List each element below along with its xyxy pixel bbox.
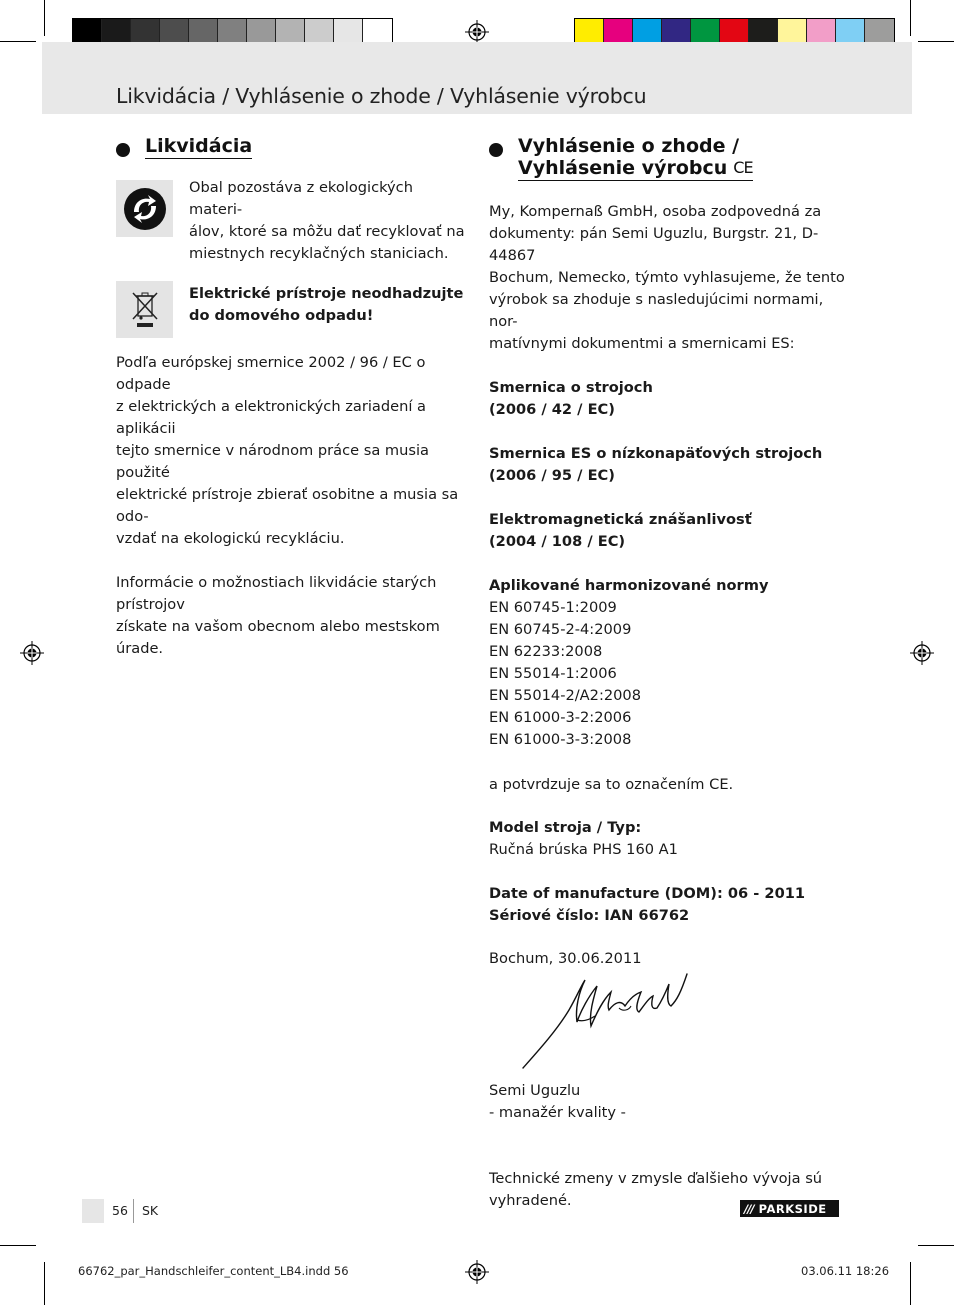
signatory (489, 1080, 849, 1124)
slug-filename: 66762_par_Handschleifer_content_LB4.indd 56 (78, 1264, 349, 1278)
declaration-heading (489, 135, 849, 181)
directive-paragraph: Podľa európskej smernice 2002 / 96 / EC o odpade z elektrických a elektronických zariadení a aplikácii tejto smernice v národnom práce sa musia použité elektrické prístroje zbierať osobitne a musia sa odo- vzdať na ekologickú recykláciu. (116, 354, 459, 547)
manufacture-block (489, 883, 849, 927)
page-number-box (82, 1199, 104, 1223)
disposal-section (116, 130, 468, 660)
serial-line: Sériové číslo: IAN 66762 (489, 907, 690, 924)
recycle-icon (122, 186, 168, 232)
bullet-icon (489, 143, 503, 157)
ce-mark-icon: CE (733, 158, 753, 177)
disposal-title: Likvidácia (145, 135, 253, 157)
packaging-note (116, 180, 468, 265)
model-heading: Model stroja / Typ: (489, 819, 642, 836)
declaration-title-line2-wrap (518, 157, 753, 181)
standard-item: EN 55014-2/A2:2008 (489, 687, 641, 704)
crossed-bin-icon (128, 289, 162, 331)
dom-line: Date of manufacture (DOM): 06 - 2011 (489, 885, 806, 902)
declaration-title-line2: Vyhlásenie výrobcu (518, 157, 728, 179)
weee-warning-text: Elektrické prístroje neodhadzujte do domového odpadu! (189, 285, 464, 324)
crop-mark (0, 1245, 36, 1246)
language-code: SK (142, 1203, 159, 1218)
logo-stripes-icon: /// (744, 1201, 754, 1216)
info-paragraph: Informácie o možnostiach likvidácie starých prístrojov získate na vašom obecnom alebo mestskom úrade. (116, 574, 440, 657)
footer-divider (133, 1199, 134, 1223)
registration-mark-icon (465, 20, 489, 44)
page-title: Likvidácia / Vyhlásenie o zhode / Vyhlásenie výrobcu (116, 84, 647, 108)
registration-mark-icon (910, 641, 934, 665)
directive-machinery: Smernica o strojoch (2006 / 42 / EC) (489, 379, 653, 418)
disposal-heading (116, 135, 468, 159)
weee-note (116, 281, 468, 338)
crop-mark (44, 1262, 45, 1305)
crossed-bin-icon-box (116, 281, 173, 338)
model-block (489, 817, 849, 861)
packaging-text: Obal pozostáva z ekologických materi- álov, ktoré sa môžu dať recyklovať na miestnych recyklačných staniciach. (189, 179, 465, 262)
crop-mark (0, 41, 36, 42)
standards-list (489, 575, 849, 751)
directive-low-voltage: Smernica ES o nízkonapäťových strojoch (2006 / 95 / EC) (489, 445, 823, 484)
crop-mark (910, 1262, 911, 1305)
signature-image (519, 970, 709, 1074)
declaration-section (489, 130, 849, 1212)
place-date: Bochum, 30.06.2011 (489, 950, 642, 967)
bullet-icon (116, 143, 130, 157)
registration-mark-icon (465, 1260, 489, 1284)
parkside-logo: /// PARKSIDE (740, 1200, 839, 1217)
standard-item: EN 61000-3-3:2008 (489, 731, 632, 748)
recycle-icon-box (116, 180, 173, 237)
ce-confirmation: a potvrdzuje sa to označením CE. (489, 776, 734, 793)
registration-mark-icon (20, 641, 44, 665)
crop-mark (44, 0, 45, 36)
declaration-title-line1: Vyhlásenie o zhode / (518, 135, 740, 157)
standard-item: EN 61000-3-2:2006 (489, 709, 632, 726)
slug-date: 03.06.11 18:26 (801, 1264, 890, 1278)
standards-heading: Aplikované harmonizované normy (489, 577, 769, 594)
technical-note: Technické zmeny v zmysle ďalšieho vývoja sú vyhradené. (489, 1170, 823, 1209)
crop-mark (918, 1245, 954, 1246)
standard-item: EN 62233:2008 (489, 643, 603, 660)
model-value: Ručná brúska PHS 160 A1 (489, 841, 678, 858)
directive-emc: Elektromagnetická znášanlivosť (2004 / 108 / EC) (489, 511, 752, 550)
declaration-intro: My, Kompernaß GmbH, osoba zodpovedná za dokumenty: pán Semi Uguzlu, Burgstr. 21, D-44867 Bochum, Nemecko, týmto vyhlasujeme, že tento výrobok sa zhoduje s nasledujúcimi normami, nor- matívnymi dokumentmi a smernicami ES: (489, 203, 845, 352)
crop-mark (918, 41, 954, 42)
standard-item: EN 60745-1:2009 (489, 599, 617, 616)
signatory-name: Semi Uguzlu (489, 1082, 581, 1099)
page-number: 56 (112, 1203, 128, 1218)
standard-item: EN 55014-1:2006 (489, 665, 617, 682)
crop-mark (910, 0, 911, 36)
standard-item: EN 60745-2-4:2009 (489, 621, 632, 638)
signatory-role: - manažér kvality - (489, 1104, 626, 1121)
